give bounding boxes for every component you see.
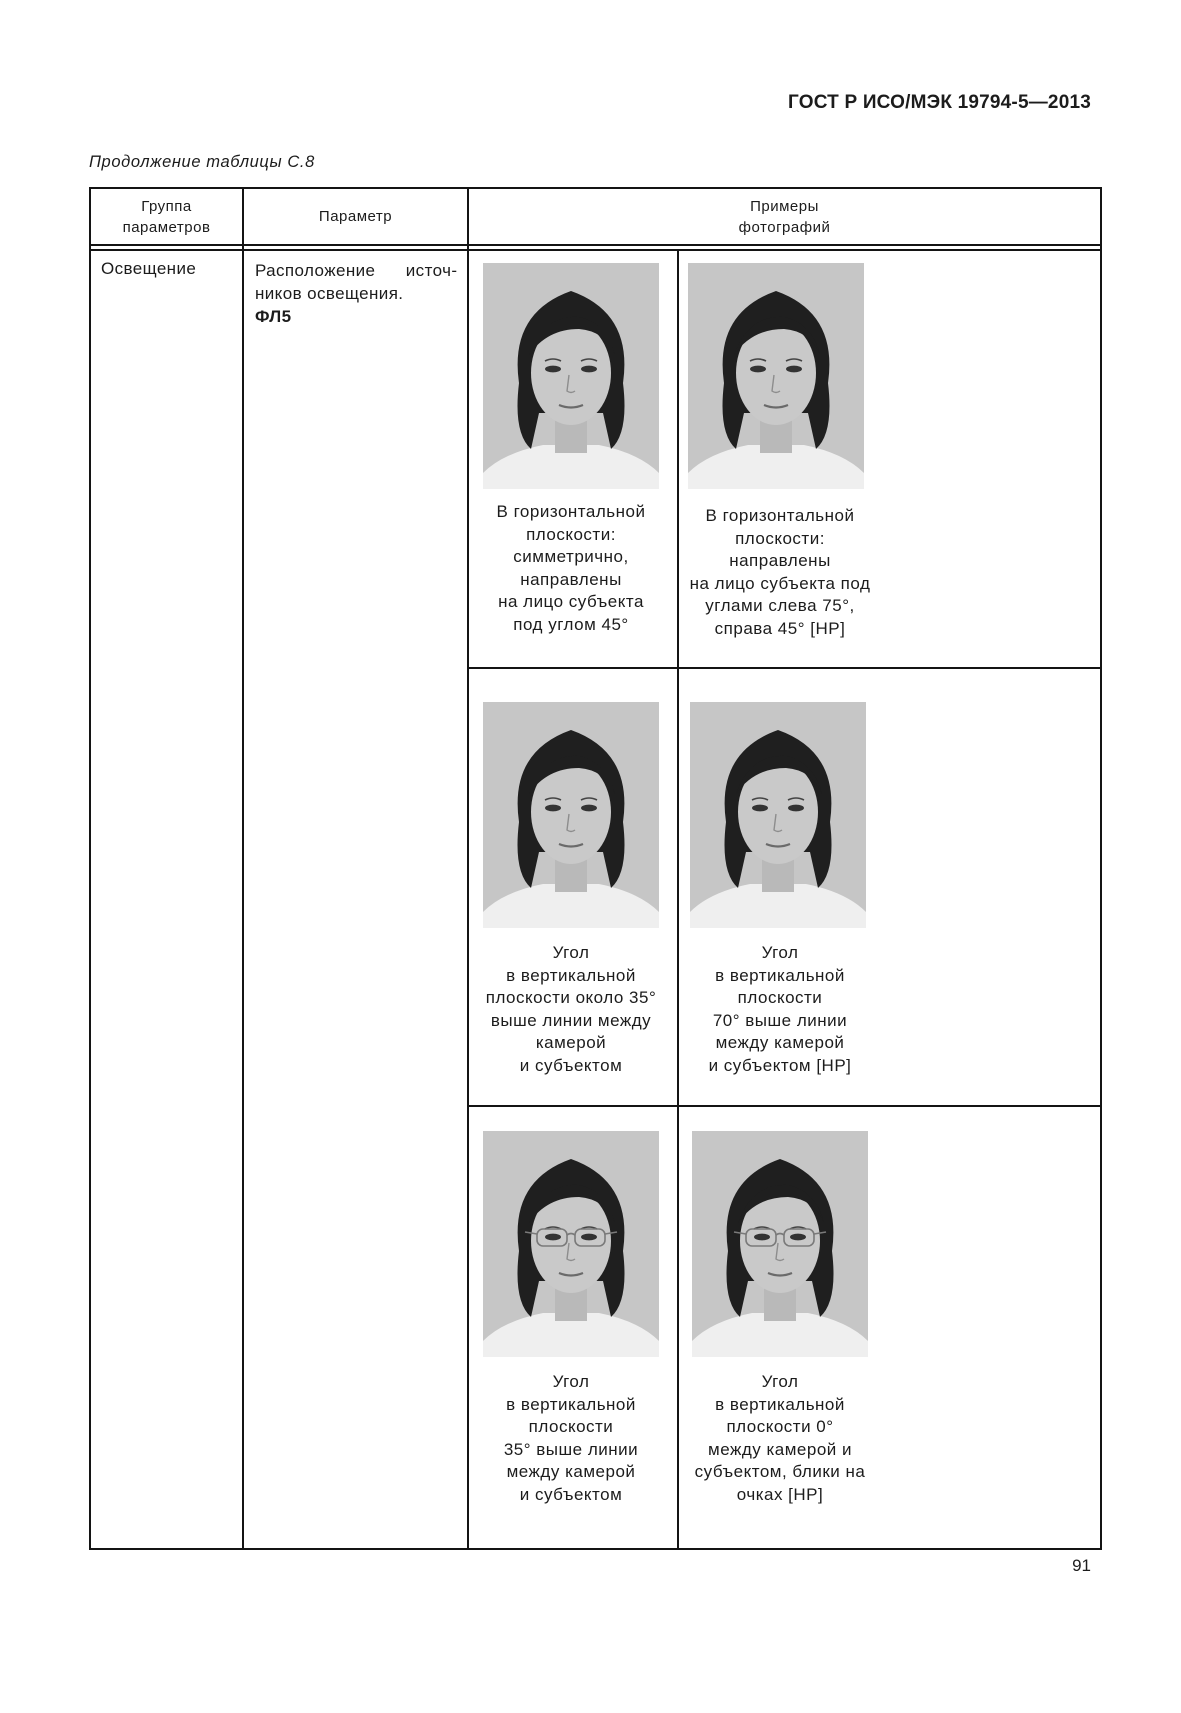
column-header-parameter: Параметр [318,208,393,225]
example-photo [483,702,659,928]
example-photo-caption: Угол в вертикальной плоскости 35° выше линии между камерой и субъектом [503,1372,639,1504]
example-photo-caption: В горизонтальной плоскости: симметрично, направлены на лицо субъекта под углом 45° [496,502,646,634]
example-photo-caption: Угол в вертикальной плоскости 70° выше линии между камерой и субъектом [НР] [708,943,852,1075]
parameter-group: Освещение [101,259,197,278]
example-photo [692,1131,868,1357]
example-photo-caption: В горизонтальной плоскости: направлены на лицо субъекта под углами слева 75°, справа 45° [НР] [689,506,871,638]
example-photo [690,702,866,928]
header-rule-top [89,244,1102,246]
parameter-table [89,187,1102,1550]
table-caption: Продолжение таблицы С.8 [89,153,315,171]
column-divider-1 [242,187,244,1550]
column-header-group: Группа параметров [122,197,211,236]
column-divider-2 [467,187,469,1550]
example-photo-caption: Угол в вертикальной плоскости 0° между камерой и субъектом, блики на очках [НР] [694,1372,866,1504]
table-border-left [89,187,91,1550]
examples-divider-vertical [677,249,679,1549]
example-photo-caption: Угол в вертикальной плоскости около 35° выше линии между камерой и субъектом [485,943,657,1075]
parameter-code: ФЛ5 [255,307,292,326]
parameter-description [255,259,457,328]
page-number: 91 [1072,1556,1091,1575]
examples-row-divider-1 [467,667,1102,669]
column-header-examples: Примеры фотографий [738,197,831,236]
example-photo [483,263,659,489]
table-border-right [1100,187,1102,1550]
document-id: ГОСТ Р ИСО/МЭК 19794-5—2013 [788,92,1091,113]
examples-row-divider-2 [467,1105,1102,1107]
header-rule-bottom [89,249,1102,251]
table-border-bottom [89,1548,1102,1550]
example-photo [688,263,864,489]
parameter-text: Расположение источников освещения. [255,261,457,303]
example-photo [483,1131,659,1357]
